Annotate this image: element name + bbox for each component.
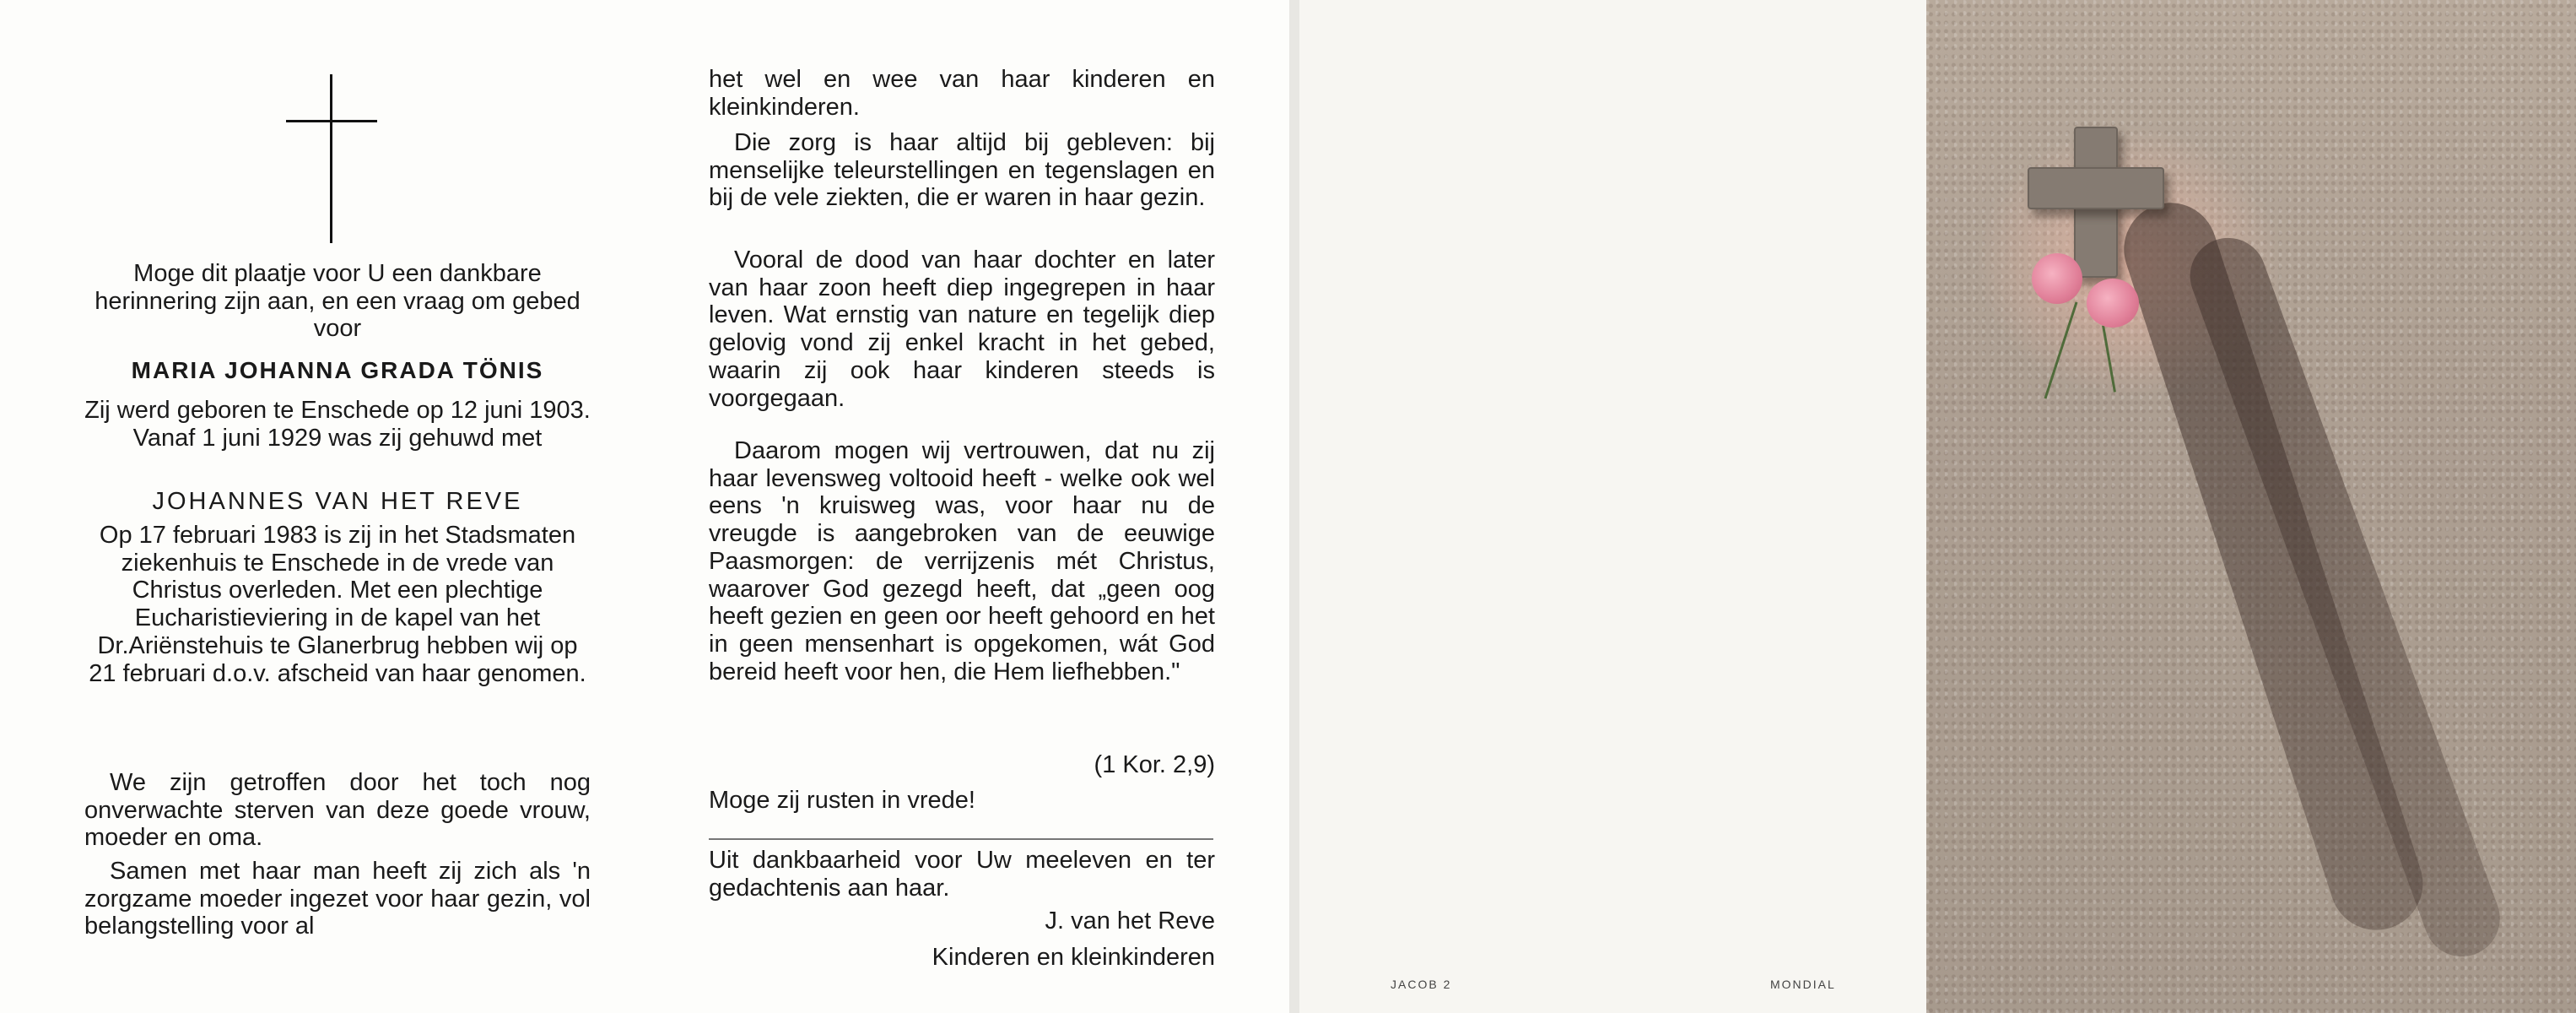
publisher-mark: MONDIAL bbox=[1770, 978, 1836, 991]
rose-icon bbox=[2032, 253, 2082, 304]
deceased-name: MARIA JOHANNA GRADA TÖNIS bbox=[131, 357, 544, 383]
print-code: JACOB 2 bbox=[1391, 978, 1452, 991]
faith-paragraph: Vooral de dood van haar dochter en later van haar zoon heeft diep ingegrepen in haar leven. Wat ernstig van nature en tegelijk diep gelovig vond zij enkel kracht in het gebed, waarin zij ook haar kinderen steeds is voorgegaan. bbox=[709, 246, 1215, 412]
birth-text: Zij werd geboren te Enschede op 12 juni 1903. Vanaf 1 juni 1929 was zij gehuwd met bbox=[84, 397, 591, 452]
cross-icon bbox=[283, 74, 381, 243]
thanks-text: Uit dankbaarheid voor Uw meeleven en ter gedachtenis aan haar. bbox=[709, 847, 1215, 902]
divider-line bbox=[709, 838, 1213, 840]
signature-family: Kinderen en kleinkinderen bbox=[932, 944, 1215, 971]
cross-wall-photo bbox=[1926, 0, 2576, 1013]
bible-citation: (1 Kor. 2,9) bbox=[1094, 751, 1215, 778]
prayer-line: Moge zij rusten in vrede! bbox=[709, 787, 975, 814]
rose-icon bbox=[2087, 279, 2139, 328]
death-text: Op 17 februari 1983 is zij in het Stadsmaten ziekenhuis te Enschede in de vrede van Christus overleden. Met een plechtige Eucharistieviering in de kapel van het Dr.Ariënstehuis te Glanerbrug hebben wij op 21 februari d.o.v. afscheid van haar genomen. bbox=[89, 522, 586, 687]
card-gap bbox=[1289, 0, 1299, 1013]
resurrection-paragraph: Daarom mogen wij vertrouwen, dat nu zij haar levensweg voltooid heeft - welke ook wel eens 'n kruisweg was, voor haar nu de vreugde is aangebroken van de eeuwige Paasmorgen: de verrijzenis mét Christus, waarover God gezegd heeft, dat „geen oog heeft gezien en geen oor heeft gehoord en het in geen mensenhart is opgekomen, wát God bereid heeft voor hen, die Hem liefhebben." bbox=[709, 437, 1215, 685]
signature-name: J. van het Reve bbox=[1045, 907, 1215, 934]
care-remained-paragraph: Die zorg is haar altijd bij gebleven: bij menselijke teleurstellingen en tegenslagen en bij de vele ziekten, die er waren in haar gezin. bbox=[709, 129, 1215, 212]
family-paragraph: het wel en wee van haar kinderen en kleinkinderen. bbox=[709, 66, 1215, 121]
spouse-name: JOHANNES VAN HET REVE bbox=[152, 488, 523, 515]
remembrance-paragraph: We zijn getroffen door het toch nog onverwachte sterven van deze goede vrouw, moeder en oma. bbox=[84, 769, 591, 852]
stone-cross-icon bbox=[2028, 127, 2163, 274]
care-paragraph: Samen met haar man heeft zij zich als 'n zorgzame moeder ingezet voor haar gezin, vol belangstelling voor al bbox=[84, 858, 591, 940]
intro-text: Moge dit plaatje voor U een dankbare herinnering zijn aan, en een vraag om gebed voor bbox=[95, 260, 581, 343]
